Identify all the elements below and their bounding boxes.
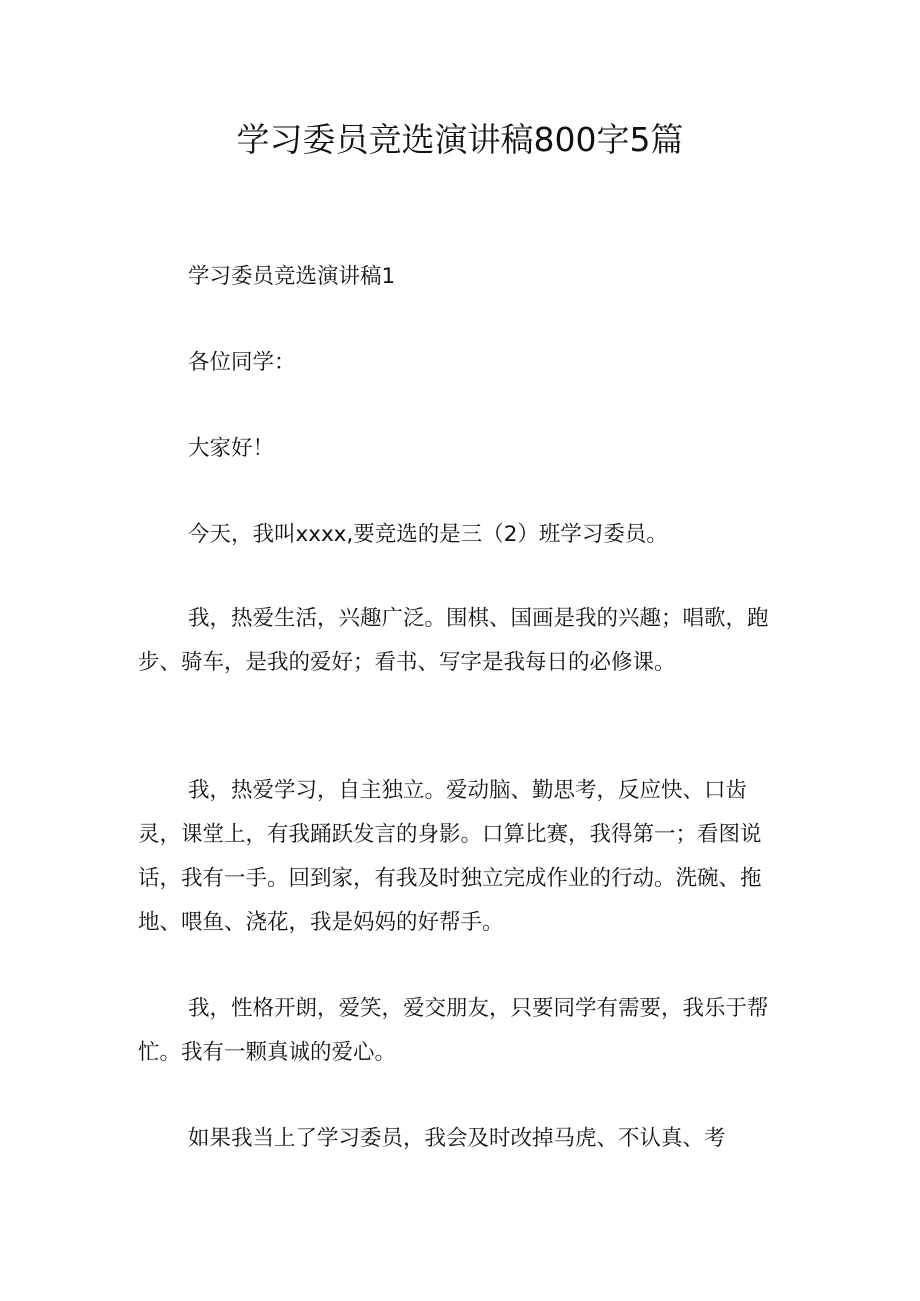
hello-paragraph: 大家好！ bbox=[188, 436, 275, 461]
document-title: 学习委员竞选演讲稿800字5篇 bbox=[236, 120, 684, 159]
study-paragraph: 我，热爱学习，自主独立。爱动脑、勤思考，反应快、口齿灵，课堂上，有我踊跃发言的身影。口算比赛，我得第一；看图说话，我有一手。回到家，有我及时独立完成作业的行动。洗碗、拖地、喂鱼、浇花，我是妈妈的好帮手。 bbox=[138, 778, 762, 935]
section-heading: 学习委员竞选演讲稿1 bbox=[188, 264, 396, 289]
character-paragraph: 我，性格开朗，爱笑，爱交朋友，只要同学有需要，我乐于帮忙。我有一颗真诚的爱心。 bbox=[138, 996, 769, 1065]
promise-paragraph: 如果我当上了学习委员，我会及时改掉马虎、不认真、考 bbox=[188, 1126, 726, 1151]
hobby-paragraph: 我，热爱生活，兴趣广泛。围棋、国画是我的兴趣；唱歌，跑步、骑车，是我的爱好；看书、写字是我每日的必修课。 bbox=[138, 606, 769, 675]
greeting-paragraph: 各位同学： bbox=[188, 350, 296, 375]
intro-paragraph: 今天，我叫xxxx,要竞选的是三（2）班学习委员。 bbox=[188, 522, 668, 547]
